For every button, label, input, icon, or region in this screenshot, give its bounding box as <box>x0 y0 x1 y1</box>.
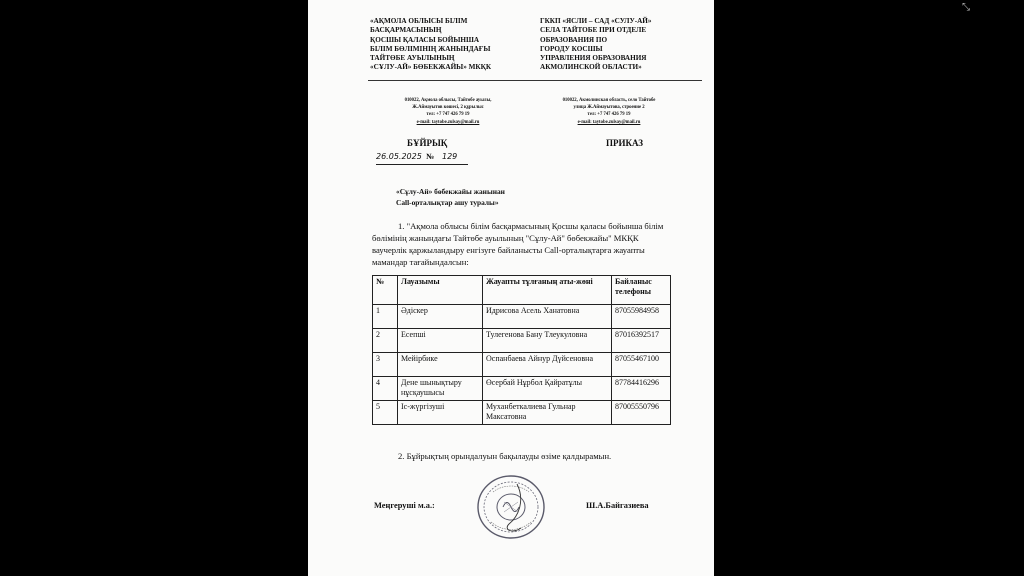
paragraph-line: ваучерлік қаржыландыру енгізуге байланысты Call-орталықтарға жауапты <box>372 245 645 255</box>
table-header-row <box>373 276 671 305</box>
subject-line: Call-орталықтар ашу туралы» <box>396 198 499 207</box>
signatory-name: Ш.А.Байгазиева <box>586 501 649 510</box>
email-link[interactable]: e-mail: taytobe.zulsay@mail.ru <box>577 119 641 125</box>
header-kz-line: «СҰЛУ-АЙ» БӨБЕКЖАЙЫ» МКҚК <box>370 63 492 72</box>
address-line: 010022, Ақмола облысы, Тайтөбе ауылы, <box>404 98 492 103</box>
table-cell: Іс-жүргізуші <box>398 401 483 425</box>
table-cell: Дене шынықтыру нұсқаушысы <box>398 377 483 401</box>
table-cell: 87005550796 <box>612 401 671 425</box>
column-header: Байланыс телефоны <box>612 276 671 305</box>
responsible-staff-table <box>372 275 671 425</box>
table-cell: 2 <box>373 329 398 353</box>
header-kz-line: ТАЙТӨБЕ АУЫЛЫНЫҢ <box>370 54 455 63</box>
document-page <box>308 0 714 576</box>
paragraph-2: 2. Бұйрықтың орындалуын бақылауды өзіме қалдырамын. <box>398 451 612 461</box>
column-header: Жауапты тұлғаның аты-жөні <box>483 276 612 305</box>
table-cell: 3 <box>373 353 398 377</box>
paragraph-line: бөлімінің жанындағы Тайтөбе ауылының "Сұлу-Ай" бөбекжайы" МКҚК <box>372 233 639 243</box>
header-ru-line: ГККП «ЯСЛИ – САД «СУЛУ-АЙ» <box>540 17 652 25</box>
table-cell: Әдіскер <box>398 305 483 329</box>
header-ru-line: СЕЛА ТАЙТОБЕ ПРИ ОТДЕЛЕ <box>540 26 647 35</box>
table-cell: 87016392517 <box>612 329 671 353</box>
signature-label: Меңгеруші м.а.: <box>374 501 435 510</box>
table-cell: Идрисова Асель Ханатовна <box>483 305 612 329</box>
table-cell: Есепші <box>398 329 483 353</box>
table-row <box>373 401 671 425</box>
table-cell: Мейірбике <box>398 353 483 377</box>
table-cell: 87055984958 <box>612 305 671 329</box>
table-cell: Оспанбаева Айнур Дүйсеновна <box>483 353 612 377</box>
address-line: улица Ж.Аймауытова, строение 2 <box>573 105 645 111</box>
table-row <box>373 353 671 377</box>
table-cell: 4 <box>373 377 398 401</box>
round-seal-icon <box>473 472 549 542</box>
header-divider <box>368 80 702 81</box>
header-kz-line: ҚОСШЫ ҚАЛАСЫ БОЙЫНША <box>370 35 480 44</box>
subject-line: «Сұлу-Ай» бөбекжайы жанынан <box>396 187 505 196</box>
column-header: Лауазымы <box>398 276 483 305</box>
header-ru-line: АКМОЛИНСКОЙ ОБЛАСТИ» <box>540 63 642 72</box>
phone: тел: +7 747 426 79 19 <box>587 112 631 118</box>
header-ru-line: ОБРАЗОВАНИЯ ПО <box>540 35 608 44</box>
table-cell: 5 <box>373 401 398 425</box>
address-kz <box>373 97 523 126</box>
email-link[interactable]: e-mail: taytobe.zulsay@mail.ru <box>416 119 480 125</box>
order-title-kz: БҰЙРЫҚ <box>407 138 448 148</box>
table-cell: 87055467100 <box>612 353 671 377</box>
table-cell: 1 <box>373 305 398 329</box>
table-row <box>373 329 671 353</box>
table-cell: Өсербай Нұрбол Қайратұлы <box>483 377 612 401</box>
table-cell: 87784416296 <box>612 377 671 401</box>
header-ru <box>540 17 700 73</box>
order-subject <box>396 186 505 208</box>
phone: тел: +7 747 426 79 19 <box>426 112 470 118</box>
order-number: 129 <box>442 152 458 161</box>
table-row <box>373 377 671 401</box>
header-kz-line: «АҚМОЛА ОБЛЫСЫ БІЛІМ <box>370 17 468 25</box>
fullscreen-exit-icon[interactable]: ⤡ <box>962 2 970 13</box>
header-kz-line: БАСҚАРМАСЫНЫҢ <box>370 26 442 35</box>
address-line: Ж.Аймауытов көшесі, 2 құрылыс <box>412 105 484 111</box>
header-ru-line: УПРАВЛЕНИЯ ОБРАЗОВАНИЯ <box>540 54 647 63</box>
header-kz-line: БІЛІМ БӨЛІМІНІҢ ЖАНЫНДАҒЫ <box>370 44 491 53</box>
paragraph-line: мамандар тағайындалсын: <box>372 257 469 267</box>
table-cell: Муханбеткалиева Гульнар Максатовна <box>483 401 612 425</box>
order-date-number <box>376 150 468 165</box>
header-kz <box>370 17 530 73</box>
header-ru-line: ГОРОДУ КОСШЫ <box>540 44 603 53</box>
column-header: № <box>373 276 398 305</box>
order-title-ru: ПРИКАЗ <box>606 138 644 148</box>
table-cell: Тулегенова Бану Тлеукуловна <box>483 329 612 353</box>
order-date: 26.05.2025 <box>376 152 422 161</box>
number-sign: № <box>426 152 435 161</box>
address-line: 010022, Акмолинская область, село Тайтобе <box>562 98 656 103</box>
table-row <box>373 305 671 329</box>
paragraph-1 <box>372 220 664 268</box>
address-ru <box>534 97 684 126</box>
paragraph-line: 1. "Ақмола облысы білім басқармасының Қосшы қаласы бойынша білім <box>398 221 664 231</box>
